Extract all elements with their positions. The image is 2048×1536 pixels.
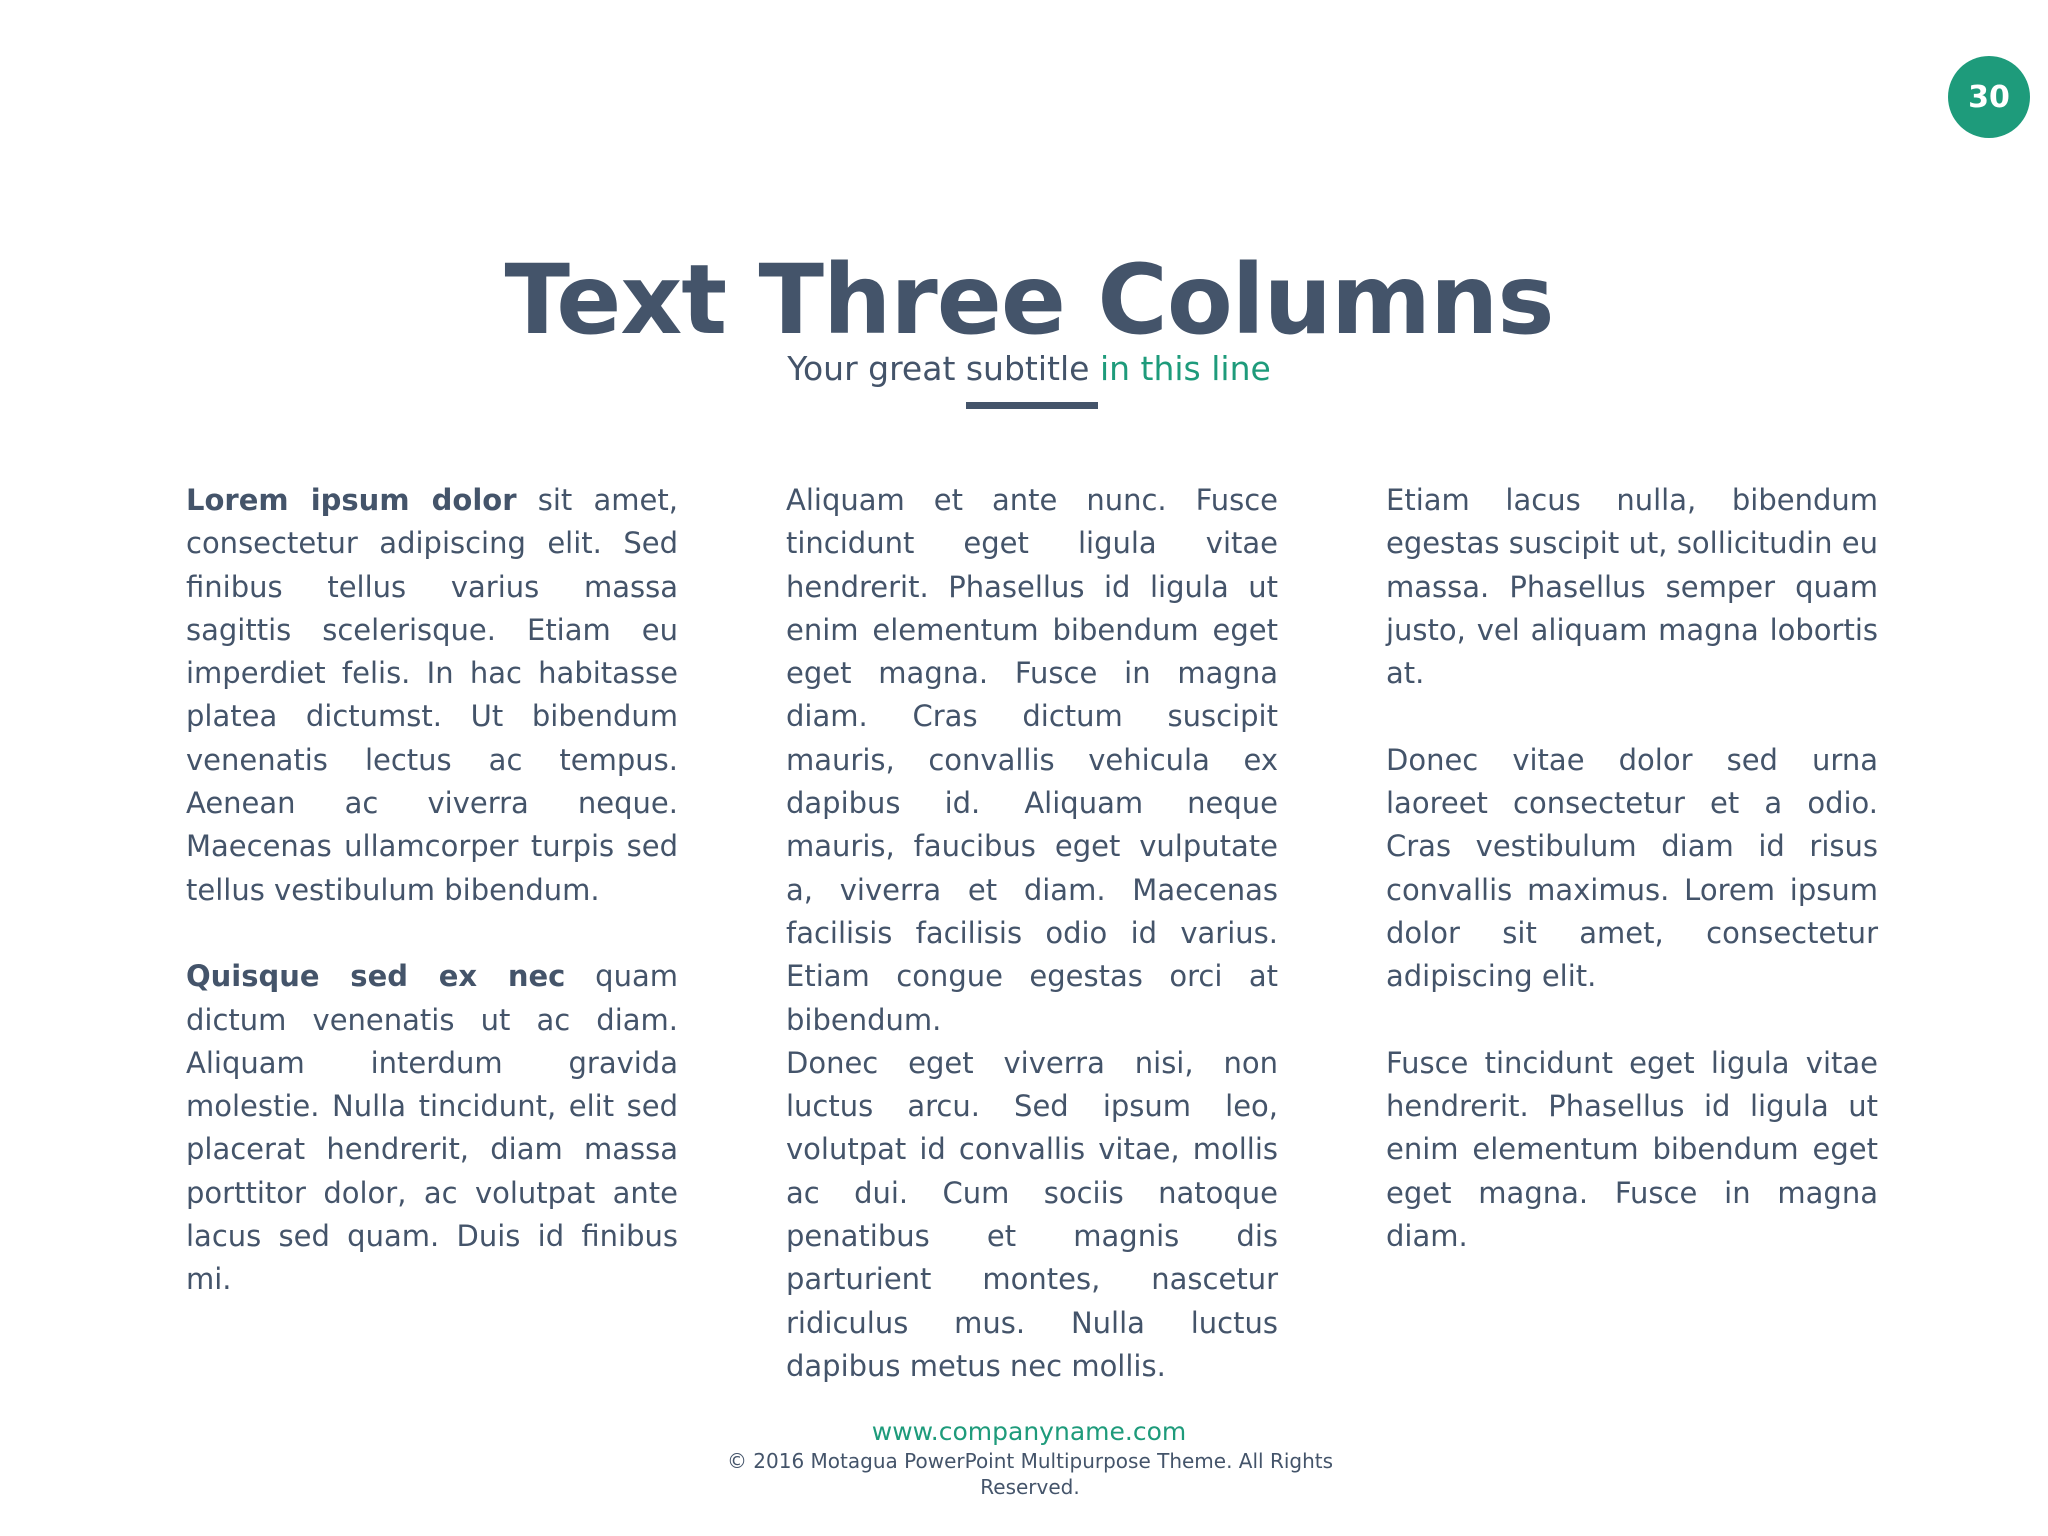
paragraph-lead: Quisque sed ex nec (186, 959, 566, 994)
column-3-paragraph-2: Donec vitae dolor sed urna laoreet consectetur et a odio. Cras vestibulum diam id risus convallis maximus. Lorem ipsum dolor sit amet, consectetur adipiscing elit. (1386, 742, 1878, 994)
paragraph-body: sit amet, consectetur adipiscing elit. Sed finibus tellus varius massa sagittis scelerisque. Etiam eu imperdiet felis. In hac habitasse platea dictumst. Ut bibendum venenatis lectus ac tempus. Aenean ac viverra neque. Maecenas ullamcorper turpis sed tellus vestibulum bibendum. (186, 483, 678, 907)
subtitle-accent: in this line (1099, 349, 1271, 388)
footer-url: www.companyname.com (871, 1417, 1187, 1446)
column-1-paragraph-2 (186, 955, 678, 1301)
column-2-paragraph-1: Aliquam et ante nunc. Fusce tincidunt eget ligula vitae hendrerit. Phasellus id ligula ut enim elementum bibendum eget eget magna. Fusce in magna diam. Cras dictum suscipit mauris, convallis vehicula ex dapibus id. Aliquam neque mauris, faucibus eget vulputate a, viverra et diam. Maecenas facilisis facilisis odio id varius. Etiam congue egestas orci at bibendum. (786, 483, 1278, 1037)
paragraph-body: quam dictum venenatis ut ac diam. Aliquam interdum gravida molestie. Nulla tincidunt, elit sed placerat hendrerit, diam massa porttitor dolor, ac volutpat ante lacus sed quam. Duis id finibus mi. (186, 959, 678, 1297)
column-2-paragraph-2: Donec eget viverra nisi, non luctus arcu. Sed ipsum leo, volutpat id convallis vitae, mollis ac dui. Cum sociis natoque penatibus et magnis dis parturient montes, nascetur ridiculus mus. Nulla luctus dapibus metus nec mollis. (786, 1045, 1278, 1383)
page-subtitle (0, 347, 2048, 391)
page-title: Text Three Columns (504, 244, 1554, 356)
column-3-paragraph-1: Etiam lacus nulla, bibendum egestas suscipit ut, sollicitudin eu massa. Phasellus semper quam justo, vel aliquam magna lobortis at. (1386, 483, 1878, 691)
footer-copyright: © 2016 Motagua PowerPoint Multipurpose Theme. All Rights Reserved. (726, 1449, 1334, 1499)
column-1-paragraph-1 (186, 479, 678, 912)
page-number-badge: 30 (1948, 56, 2030, 138)
paragraph-lead: Lorem ipsum dolor (186, 483, 517, 517)
text-column-3 (1386, 479, 1878, 1258)
text-column-2 (786, 479, 1278, 1388)
column-3-paragraph-3: Fusce tincidunt eget ligula vitae hendrerit. Phasellus id ligula ut enim elementum bibendum eget eget magna. Fusce in magna diam. (1386, 1045, 1878, 1254)
text-column-1 (186, 479, 678, 1302)
title-divider (966, 402, 1098, 409)
subtitle-main: Your great subtitle (787, 349, 1090, 388)
